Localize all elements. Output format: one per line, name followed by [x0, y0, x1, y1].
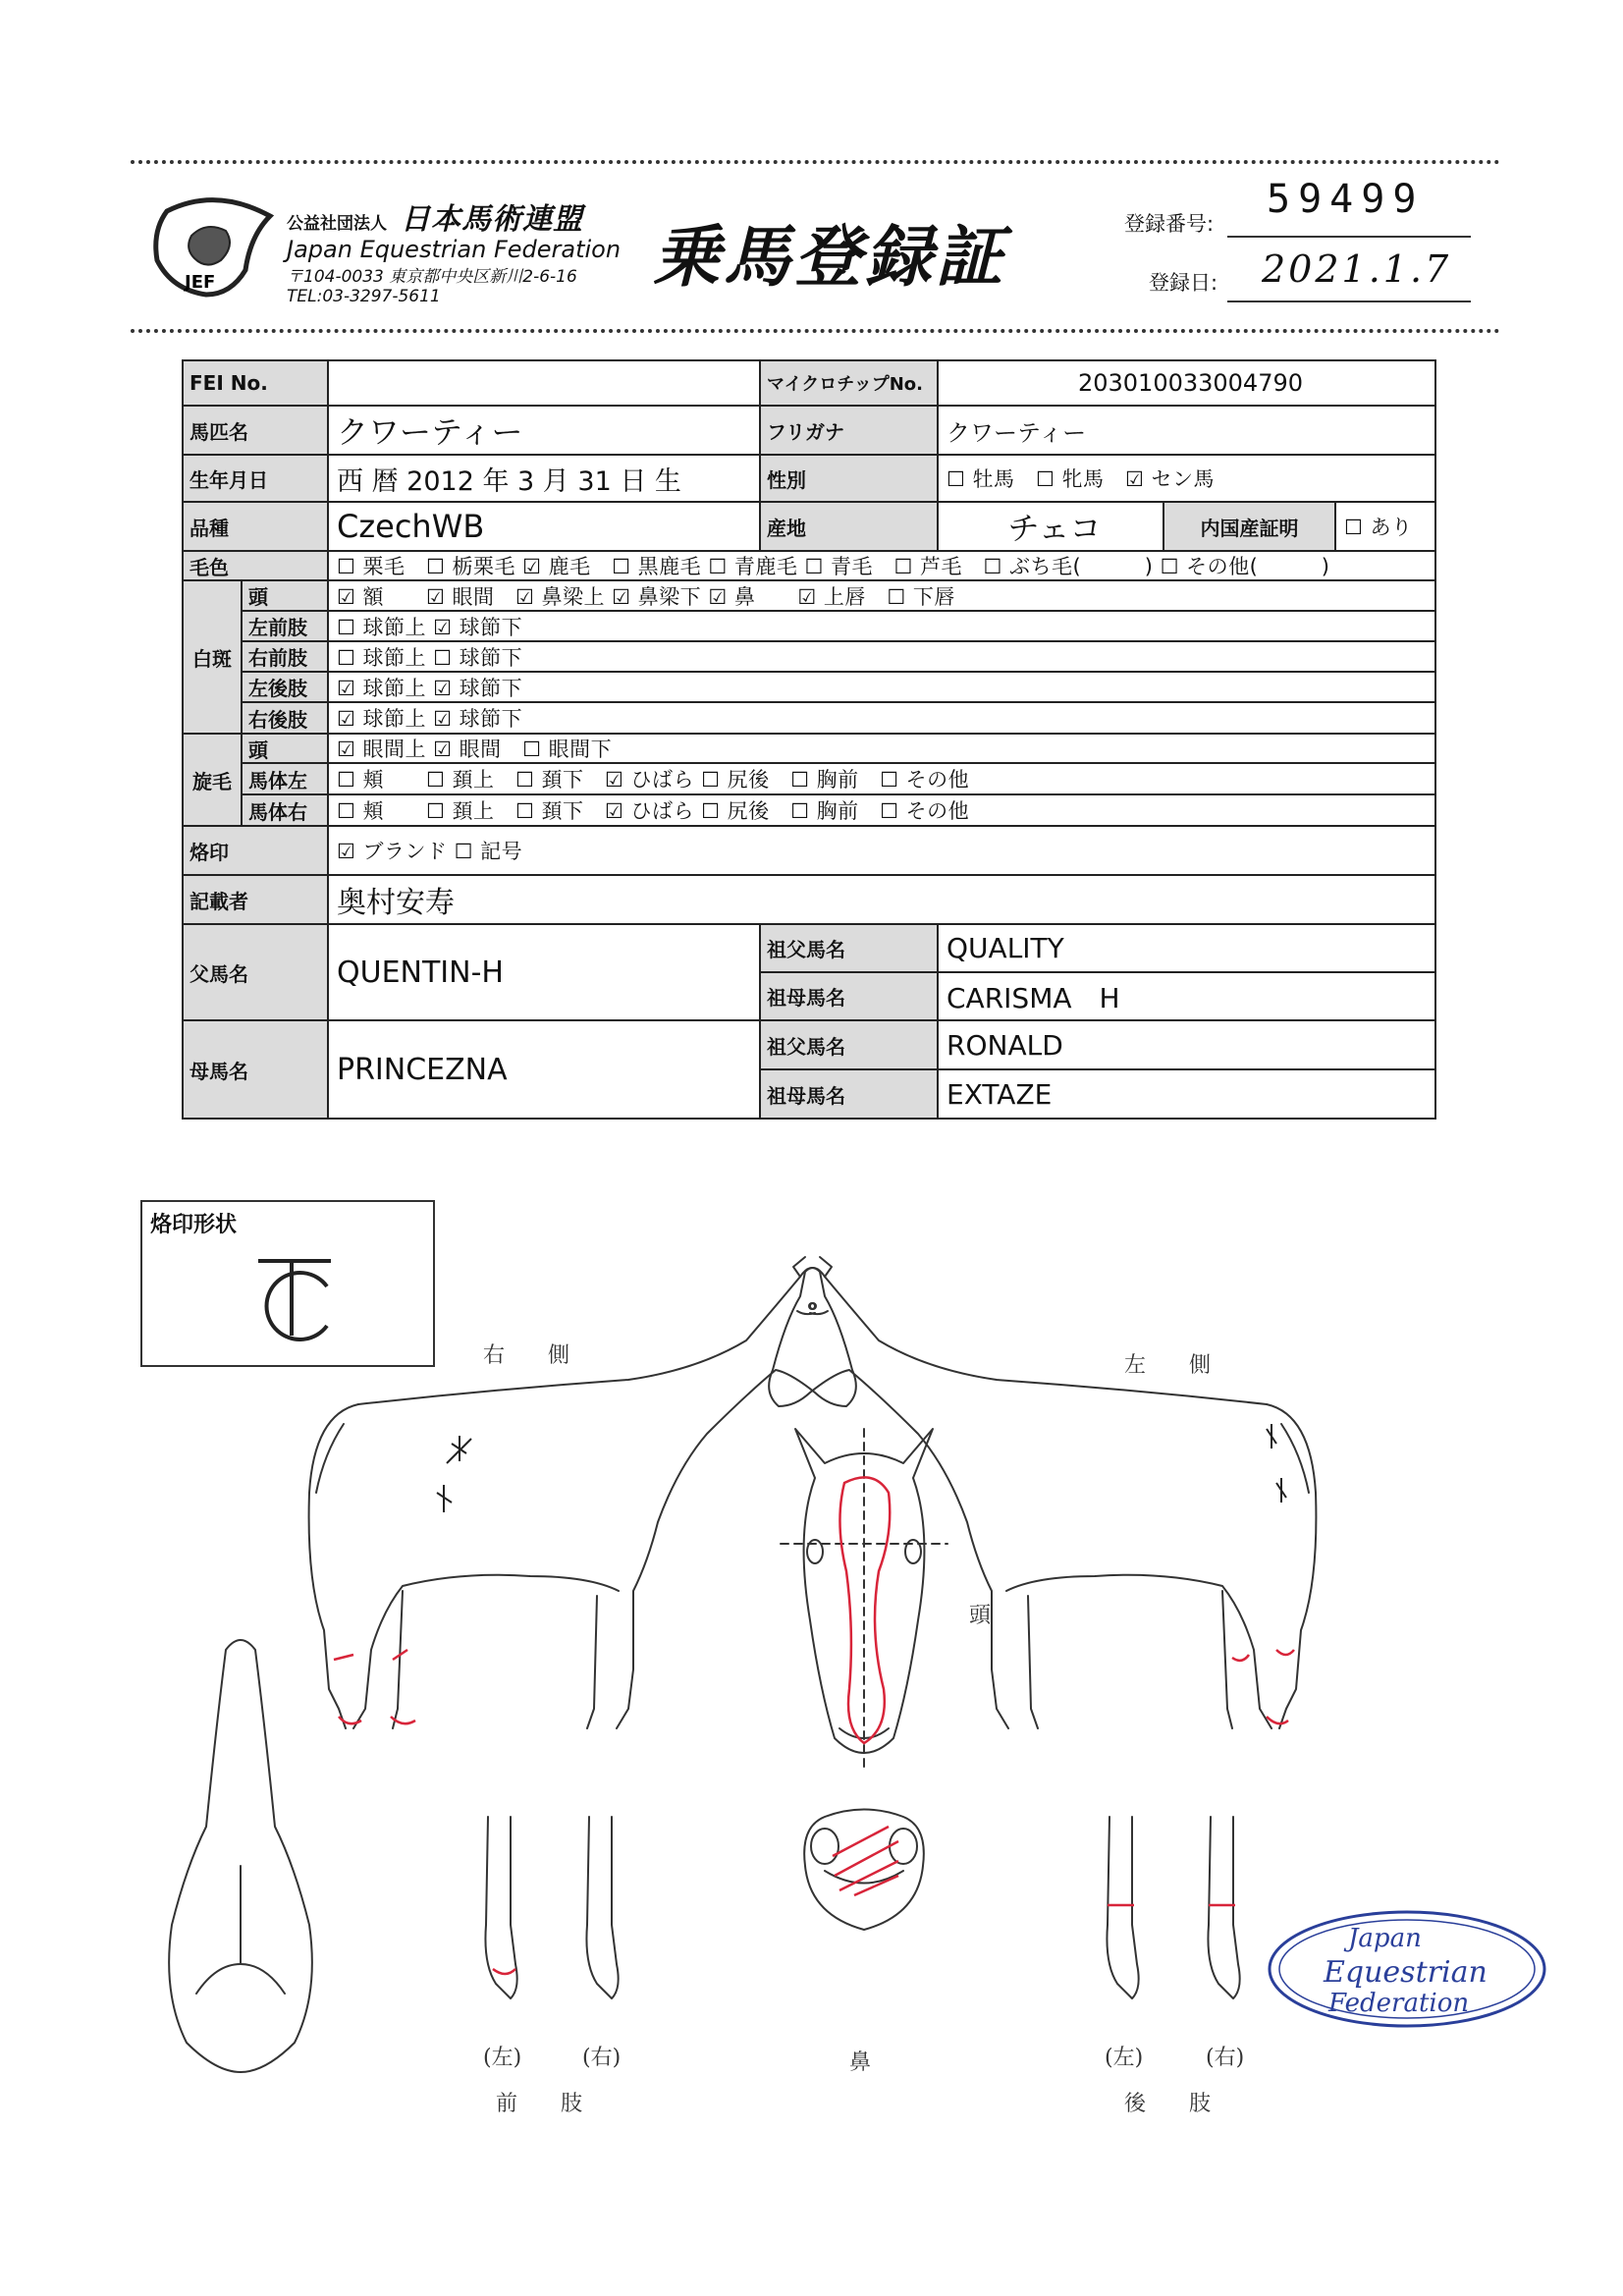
brand-label: 烙印 [182, 825, 329, 876]
hindlimb-label: 後 肢 [1124, 2092, 1212, 2116]
fore-right-label: (右) [582, 2046, 622, 2070]
address-line-2: TEL:03-3297-5611 [287, 287, 441, 306]
hind-left-label: (左) [1105, 2046, 1144, 2070]
stamp-line-2: Equestrian [1324, 1955, 1488, 1990]
whorl-body-right-value: ☐ 頬 ☐ 頚上 ☐ 頚下 ☑ ひばら ☐ 尻後 ☐ 胸前 ☐ その他 [327, 793, 1436, 827]
white-right-hind-part: 右後肢 [241, 701, 329, 735]
forelimbs-outline [485, 1817, 618, 1998]
whorl-head-part: 頭 [241, 733, 329, 764]
jef-stamp [1260, 1905, 1554, 2033]
domestic-cert-value: ☐ あり [1334, 501, 1436, 552]
white-left-hind-value: ☑ 球節上 ☑ 球節下 [327, 671, 1436, 703]
head-front-outline [781, 1429, 947, 1768]
nose-outline [804, 1810, 924, 1931]
logo-text: JEF [185, 272, 216, 293]
sire-label: 父馬名 [182, 923, 329, 1021]
dam-granddam-value: EXTAZE [937, 1068, 1436, 1120]
domestic-cert-label: 内国産証明 [1163, 501, 1336, 552]
sire-grandsire-value: QUALITY [937, 923, 1436, 973]
horse-right-side-outline [309, 1257, 856, 1728]
right-hind-fetlock-mark [334, 1655, 353, 1660]
dam-label: 母馬名 [182, 1019, 329, 1120]
microchip-label: マイクロチップNo. [759, 359, 939, 407]
nose-marking [833, 1827, 898, 1895]
whorl-body-left-part: 馬体左 [241, 762, 329, 795]
whorl-body-left-value: ☐ 頬 ☐ 頚上 ☐ 頚下 ☑ ひばら ☐ 尻後 ☐ 胸前 ☐ その他 [327, 762, 1436, 795]
origin-label: 産地 [759, 501, 939, 552]
brand-shape-label: 烙印形状 [150, 1213, 238, 1237]
recorder-value: 奥村安寿 [327, 874, 1436, 925]
fore-left-mark [493, 1969, 515, 1974]
reg-number-value: 59499 [1267, 177, 1425, 222]
white-left-fore-value: ☐ 球節上 ☑ 球節下 [327, 610, 1436, 642]
white-right-fore-value: ☐ 球節上 ☐ 球節下 [327, 640, 1436, 673]
reg-number-label: 登録番号: [1124, 212, 1215, 236]
horse-name-label: 馬匹名 [182, 405, 329, 456]
red-markings [334, 1477, 1294, 1974]
horse-top-view-outline [169, 1640, 312, 2072]
whorl-head-value: ☑ 眼間上 ☑ 眼間 ☐ 眼間下 [327, 733, 1436, 764]
reg-date-label: 登録日: [1149, 271, 1218, 295]
nose-label: 鼻 [849, 2050, 872, 2075]
microchip-value: 203010033004790 [937, 359, 1436, 407]
left-hoof-mark [1267, 1717, 1288, 1723]
dam-value: PRINCEZNA [327, 1019, 761, 1120]
coat-label: 毛色 [182, 550, 329, 581]
reg-date-value: 2021.1.7 [1262, 247, 1452, 291]
left-hind-fetlock-mark-2 [1232, 1655, 1249, 1661]
sire-granddam-label: 祖母馬名 [759, 971, 939, 1021]
head-label: 頭 [969, 1604, 992, 1628]
birth-label: 生年月日 [182, 454, 329, 503]
furigana-label: フリガナ [759, 405, 939, 456]
whorl-marks [437, 1424, 1286, 1512]
sex-value: ☐ 牡馬 ☐ 牝馬 ☑ セン馬 [937, 454, 1436, 503]
whorls-label: 旋毛 [182, 733, 243, 827]
white-left-fore-part: 左前肢 [241, 610, 329, 642]
stamp-line-1: Japan [1348, 1924, 1422, 1953]
fei-no-label: FEI No. [182, 359, 329, 407]
furigana-value: クワーティー [937, 405, 1436, 456]
white-right-fore-part: 右前肢 [241, 640, 329, 673]
sex-label: 性別 [759, 454, 939, 503]
white-head-part: 頭 [241, 579, 329, 612]
document-title: 乗馬登録証 [653, 218, 1007, 297]
sire-grandsire-label: 祖父馬名 [759, 923, 939, 973]
dam-granddam-label: 祖母馬名 [759, 1068, 939, 1120]
breed-label: 品種 [182, 501, 329, 552]
birth-value: 西 暦 2012 年 3 月 31 日 生 [327, 454, 761, 503]
white-markings-label: 白斑 [182, 579, 243, 735]
org-prefix: 公益社団法人 [287, 214, 387, 234]
sire-value: QUENTIN-H [327, 923, 761, 1021]
sire-granddam-value: CARISMA H [937, 971, 1436, 1021]
white-left-hind-part: 左後肢 [241, 671, 329, 703]
breed-value: CzechWB [327, 501, 761, 552]
dam-grandsire-label: 祖父馬名 [759, 1019, 939, 1070]
stamp-line-3: Federation [1328, 1989, 1470, 2018]
white-head-value: ☑ 額 ☑ 眼間 ☑ 鼻梁上 ☑ 鼻梁下 ☑ 鼻 ☑ 上唇 ☐ 下唇 [327, 579, 1436, 612]
right-side-label: 右 側 [483, 1343, 570, 1368]
forelimb-label: 前 肢 [496, 2092, 583, 2116]
left-side-label: 左 側 [1124, 1353, 1212, 1378]
fore-left-label: (左) [483, 2046, 522, 2070]
white-right-hind-value: ☑ 球節上 ☑ 球節下 [327, 701, 1436, 735]
coat-value: ☐ 栗毛 ☐ 栃栗毛 ☑ 鹿毛 ☐ 黒鹿毛 ☐ 青鹿毛 ☐ 青毛 ☐ 芦毛 ☐ ぶち毛( ) ☐ その他( ) [327, 550, 1436, 581]
brand-value: ☑ ブランド ☐ 記号 [327, 825, 1436, 876]
hindlimbs-outline [1107, 1817, 1239, 1998]
origin-value: チェコ [937, 501, 1164, 552]
org-name-en: Japan Equestrian Federation [287, 236, 622, 263]
hind-right-label: (右) [1206, 2046, 1245, 2070]
left-hind-fetlock-mark [1276, 1650, 1294, 1655]
whorl-body-right-part: 馬体右 [241, 793, 329, 827]
horse-name-value: クワーティー [327, 405, 761, 456]
recorder-label: 記載者 [182, 874, 329, 925]
dam-grandsire-value: RONALD [937, 1019, 1436, 1070]
org-name-jp: 日本馬術連盟 [401, 202, 583, 237]
address-line-1: 〒104-0033 東京都中央区新川2-6-16 [287, 267, 577, 287]
